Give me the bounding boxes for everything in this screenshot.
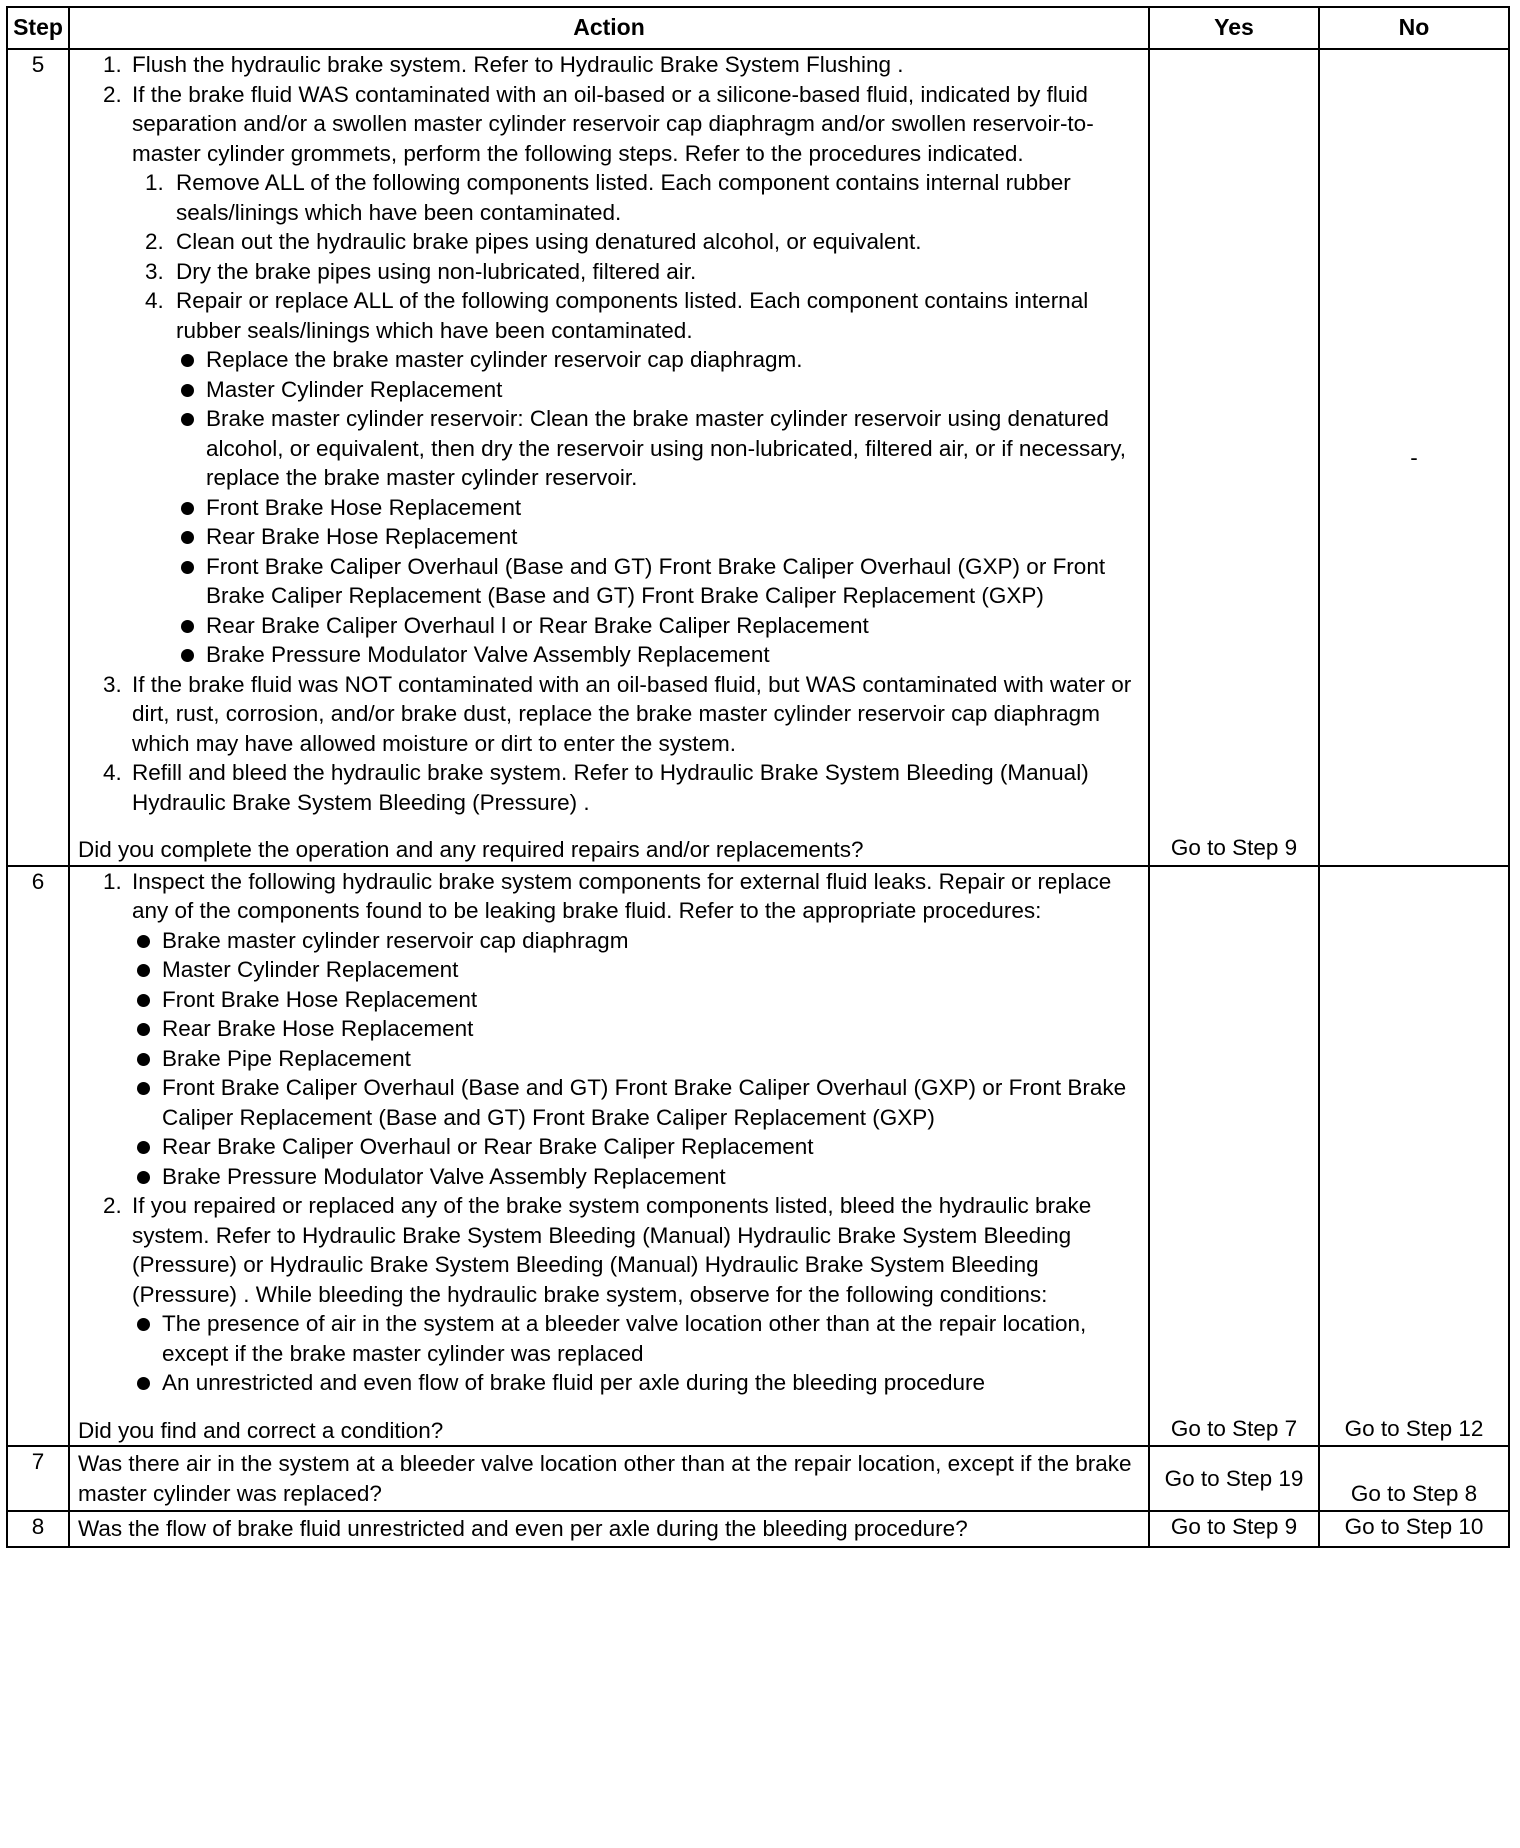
bullet-list	[132, 1309, 1140, 1398]
list-item: 4. Refill and bleed the hydraulic brake system. Refer to Hydraulic Brake System Bleeding (Manual) Hydraulic Brake System Bleeding (Pressure) .	[128, 758, 1140, 817]
procedure-table-container	[6, 6, 1508, 1548]
question-text: Did you complete the operation and any required repairs and/or replacements?	[78, 837, 864, 862]
bullet-item: Front Brake Caliper Overhaul (Base and GT) Front Brake Caliper Overhaul (GXP) or Front Brake Caliper Replacement (Base and GT) Front Brake Caliper Replacement (GXP)	[176, 552, 1140, 611]
bullet-item: Brake master cylinder reservoir: Clean the brake master cylinder reservoir using denatured alcohol, or equivalent, then dry the reservoir using non-lubricated, filtered air, or if necessary, replace the brake master cylinder reservoir.	[176, 404, 1140, 493]
action-list	[78, 50, 1140, 817]
step-number: 7	[7, 1446, 69, 1511]
no-result: Go to Step 8	[1319, 1446, 1509, 1511]
bullet-list	[176, 345, 1140, 670]
bullet-item: Rear Brake Hose Replacement	[176, 522, 1140, 552]
list-item: 3. If the brake fluid was NOT contaminated with an oil-based fluid, but WAS contaminated with water or dirt, rust, corrosion, and/or brake dust, replace the brake master cylinder reservoir cap diaphragm which may have allowed moisture or dirt to enter the system.	[128, 670, 1140, 759]
column-header-step: Step	[7, 7, 69, 49]
question-text: Did you find and correct a condition?	[78, 1417, 444, 1443]
list-item: 1. Flush the hydraulic brake system. Refer to Hydraulic Brake System Flushing .	[128, 50, 1140, 80]
bullet-item: Front Brake Hose Replacement	[132, 985, 1140, 1015]
yes-result: Go to Step 9	[1149, 1511, 1319, 1547]
action-cell	[69, 866, 1149, 1447]
sub-list-item: 2. Clean out the hydraulic brake pipes using denatured alcohol, or equivalent.	[170, 227, 1140, 257]
sub-list-item-text: Repair or replace ALL of the following components listed. Each component contains internal rubber seals/linings which have been contaminated.	[176, 288, 1089, 343]
diagnostic-procedure-table	[6, 6, 1510, 1548]
no-result: Go to Step 12	[1319, 866, 1509, 1447]
yes-result: Go to Step 19	[1149, 1446, 1319, 1511]
bullet-item: Front Brake Hose Replacement	[176, 493, 1140, 523]
action-cell	[69, 49, 1149, 866]
step-number: 5	[7, 49, 69, 866]
table-row-step-5	[7, 49, 1509, 866]
action-list	[78, 867, 1140, 1398]
bullet-item: Rear Brake Caliper Overhaul l or Rear Brake Caliper Replacement	[176, 611, 1140, 641]
list-item	[128, 1191, 1140, 1398]
table-row-step-8	[7, 1511, 1509, 1547]
yes-result: Go to Step 9	[1149, 49, 1319, 866]
list-item	[128, 867, 1140, 1192]
sub-list-item: 3. Dry the brake pipes using non-lubricated, filtered air.	[170, 257, 1140, 287]
no-result: -	[1319, 49, 1509, 866]
bullet-item: The presence of air in the system at a bleeder valve location other than at the repair location, except if the brake master cylinder was replaced	[132, 1309, 1140, 1368]
list-item	[128, 80, 1140, 670]
bullet-item: Rear Brake Caliper Overhaul or Rear Brake Caliper Replacement	[132, 1132, 1140, 1162]
bullet-item: Brake Pressure Modulator Valve Assembly Replacement	[132, 1162, 1140, 1192]
step-number: 8	[7, 1511, 69, 1547]
sub-list-item	[170, 286, 1140, 670]
column-header-yes: Yes	[1149, 7, 1319, 49]
table-header-row	[7, 7, 1509, 49]
list-item-text: Inspect the following hydraulic brake system components for external fluid leaks. Repair or replace any of the components found to be leaking brake fluid. Refer to the appropriate procedures:	[132, 868, 1112, 923]
bullet-item: Master Cylinder Replacement	[132, 955, 1140, 985]
bullet-item: Master Cylinder Replacement	[176, 375, 1140, 405]
bullet-item: Replace the brake master cylinder reservoir cap diaphragm.	[176, 345, 1140, 375]
bullet-item: Brake master cylinder reservoir cap diaphragm	[132, 926, 1140, 956]
list-item-text: If the brake fluid WAS contaminated with an oil-based or a silicone-based fluid, indicated by fluid separation and/or a swollen master cylinder reservoir cap diaphragm and/or swollen reservoir-to-master cylinder grommets, perform the following steps. Refer to the procedures indicated.	[132, 81, 1094, 166]
sub-list	[132, 168, 1140, 670]
step-number: 6	[7, 866, 69, 1447]
no-result: Go to Step 10	[1319, 1511, 1509, 1547]
bullet-list	[132, 926, 1140, 1192]
list-item-text: If you repaired or replaced any of the brake system components listed, bleed the hydraulic brake system. Refer to Hydraulic Brake System Bleeding (Manual) Hydraulic Brake System Bleeding (Pressure) or Hydraulic Brake System Bleeding (Manual) Hydraulic Brake System Bleeding (Pressure) . While bleeding the hydraulic brake system, observe for the following conditions:	[132, 1193, 1092, 1307]
yes-result: Go to Step 7	[1149, 866, 1319, 1447]
column-header-action: Action	[69, 7, 1149, 49]
table-row-step-6	[7, 866, 1509, 1447]
question-text: Was the flow of brake fluid unrestricted and even per axle during the bleeding procedure?	[69, 1511, 1149, 1547]
bullet-item: Front Brake Caliper Overhaul (Base and GT) Front Brake Caliper Overhaul (GXP) or Front Brake Caliper Replacement (Base and GT) Front Brake Caliper Replacement (GXP)	[132, 1073, 1140, 1132]
question-text: Was there air in the system at a bleeder valve location other than at the repair location, except if the brake master cylinder was replaced?	[69, 1446, 1149, 1511]
column-header-no: No	[1319, 7, 1509, 49]
bullet-item: Rear Brake Hose Replacement	[132, 1014, 1140, 1044]
bullet-item: An unrestricted and even flow of brake fluid per axle during the bleeding procedure	[132, 1368, 1140, 1398]
table-row-step-7	[7, 1446, 1509, 1511]
bullet-item: Brake Pipe Replacement	[132, 1044, 1140, 1074]
bullet-item: Brake Pressure Modulator Valve Assembly Replacement	[176, 640, 1140, 670]
sub-list-item: 1. Remove ALL of the following components listed. Each component contains internal rubber seals/linings which have been contaminated.	[170, 168, 1140, 227]
